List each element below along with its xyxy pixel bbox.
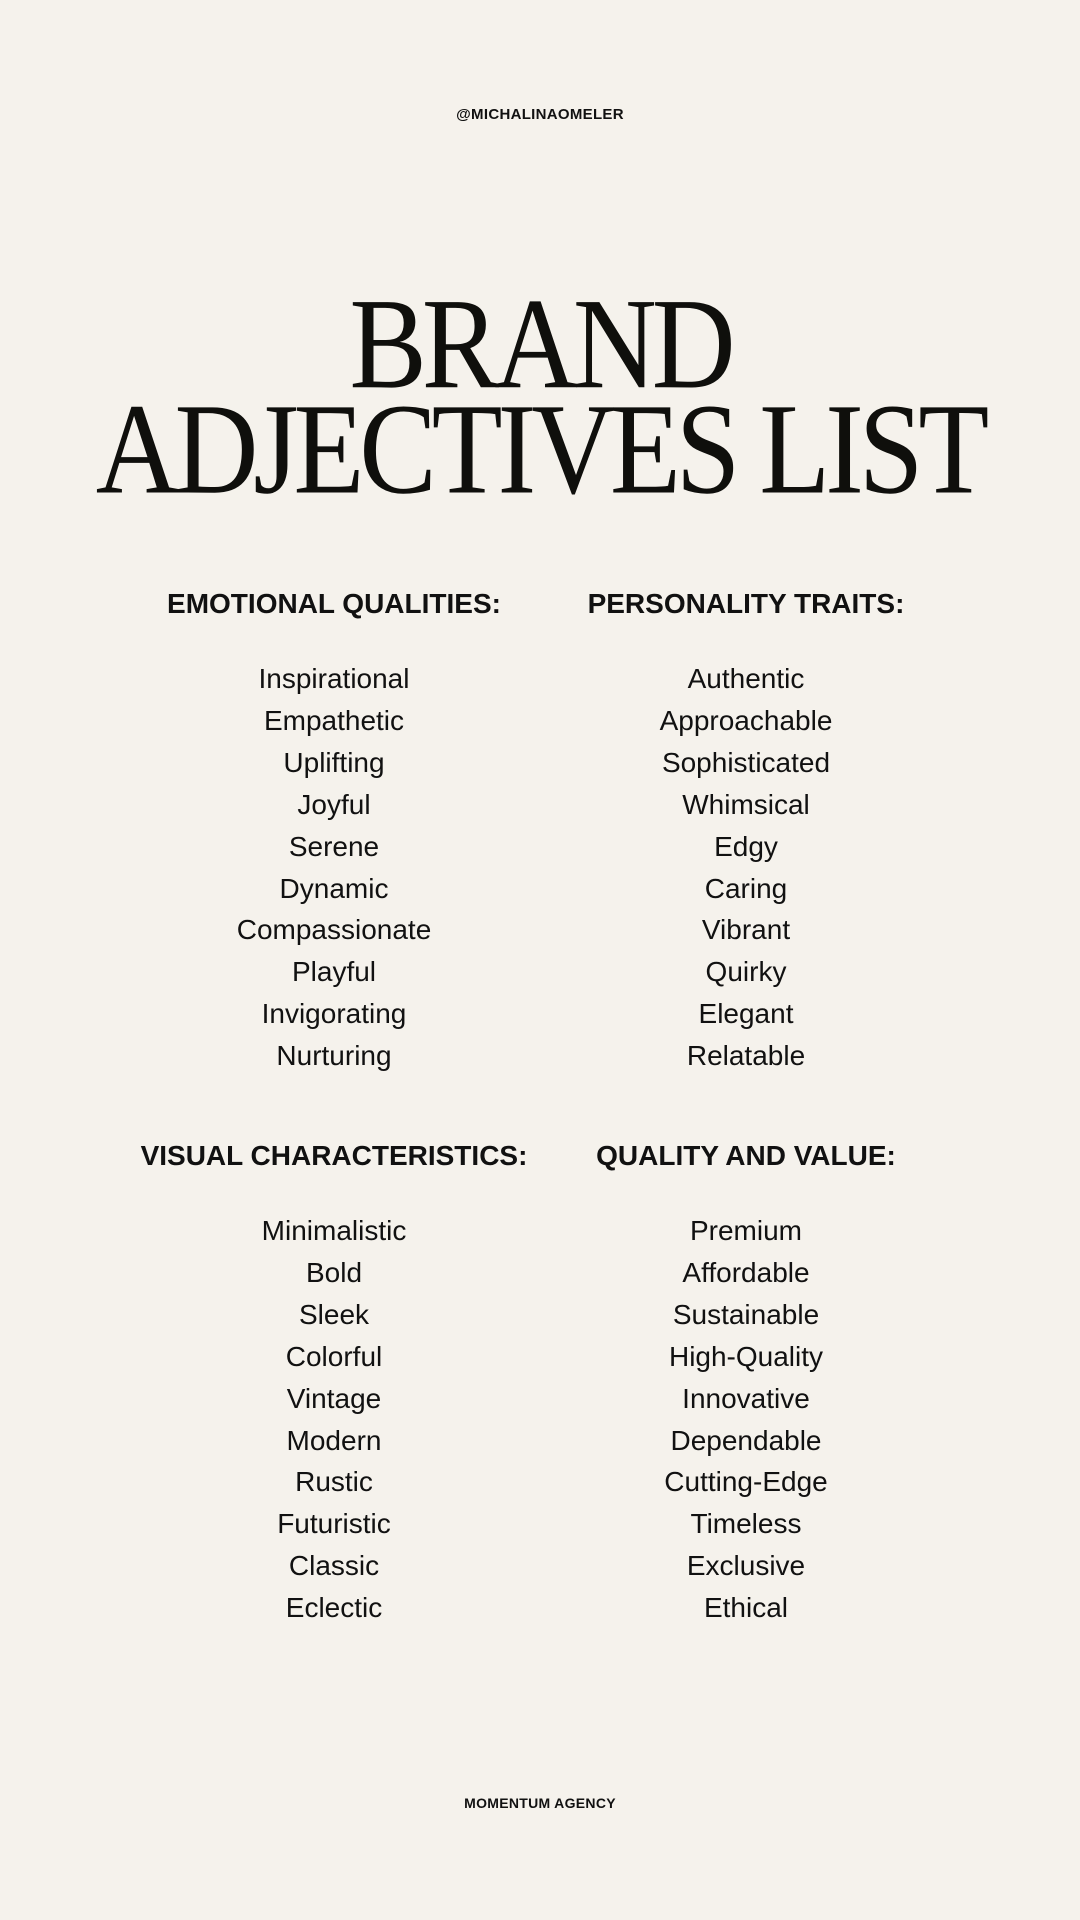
list-item: Caring [704, 872, 788, 904]
list-item: Authentic [687, 663, 805, 694]
list-item: Premium [689, 1215, 802, 1246]
section-personality-traits [496, 584, 996, 1077]
author-handle: @MICHALINAOMELER [456, 106, 624, 123]
list-item: Exclusive [686, 1550, 806, 1582]
list-item: Relatable [686, 1040, 806, 1072]
list-item: Minimalistic [261, 1215, 407, 1246]
section-heading: VISUAL CHARACTERISTICS: [140, 1140, 528, 1171]
agency-footer: MOMENTUM AGENCY [464, 1795, 616, 1811]
list-item: Innovative [682, 1382, 810, 1414]
list-item: Approachable [659, 704, 833, 736]
title-line-1: BRAND [349, 272, 731, 417]
page-title [0, 272, 1080, 522]
list-item: Edgy [714, 830, 778, 862]
list-item: Classic [288, 1550, 380, 1582]
list-item: Dependable [670, 1424, 822, 1456]
list-item: Nurturing [276, 1040, 392, 1072]
adjective-list [496, 1210, 996, 1629]
list-item: Ethical [703, 1592, 789, 1624]
list-item: Dynamic [279, 872, 389, 904]
list-item: Compassionate [236, 914, 432, 946]
list-item: Modern [286, 1424, 382, 1456]
list-item: Vibrant [701, 914, 791, 946]
adjective-list [496, 658, 996, 1077]
list-item: Sophisticated [661, 746, 831, 778]
list-item: Bold [305, 1256, 363, 1288]
section-heading: QUALITY AND VALUE: [596, 1140, 896, 1171]
list-item: Colorful [285, 1340, 383, 1372]
list-item: Serene [288, 830, 380, 862]
title-line-2: ADJECTIVES LIST [95, 378, 985, 522]
list-item: High-Quality [668, 1340, 824, 1372]
list-item: Uplifting [283, 746, 385, 778]
list-item: Rustic [295, 1466, 373, 1498]
list-item: Empathetic [263, 704, 405, 736]
list-item: Inspirational [258, 663, 410, 694]
section-heading: PERSONALITY TRAITS: [587, 588, 905, 619]
list-item: Whimsical [682, 788, 810, 820]
list-item: Futuristic [277, 1508, 391, 1540]
list-item: Sustainable [672, 1298, 820, 1330]
list-item: Quirky [705, 956, 787, 988]
list-item: Eclectic [285, 1592, 383, 1624]
list-item: Playful [291, 956, 377, 988]
list-item: Affordable [682, 1256, 810, 1288]
section-quality-and-value [496, 1136, 996, 1629]
list-item: Joyful [297, 788, 371, 820]
list-item: Elegant [698, 998, 794, 1030]
list-item: Invigorating [261, 998, 407, 1030]
list-item: Cutting-Edge [664, 1466, 828, 1498]
section-heading: EMOTIONAL QUALITIES: [167, 588, 501, 619]
list-item: Vintage [286, 1382, 382, 1414]
list-item: Timeless [690, 1508, 802, 1540]
list-item: Sleek [298, 1298, 370, 1330]
